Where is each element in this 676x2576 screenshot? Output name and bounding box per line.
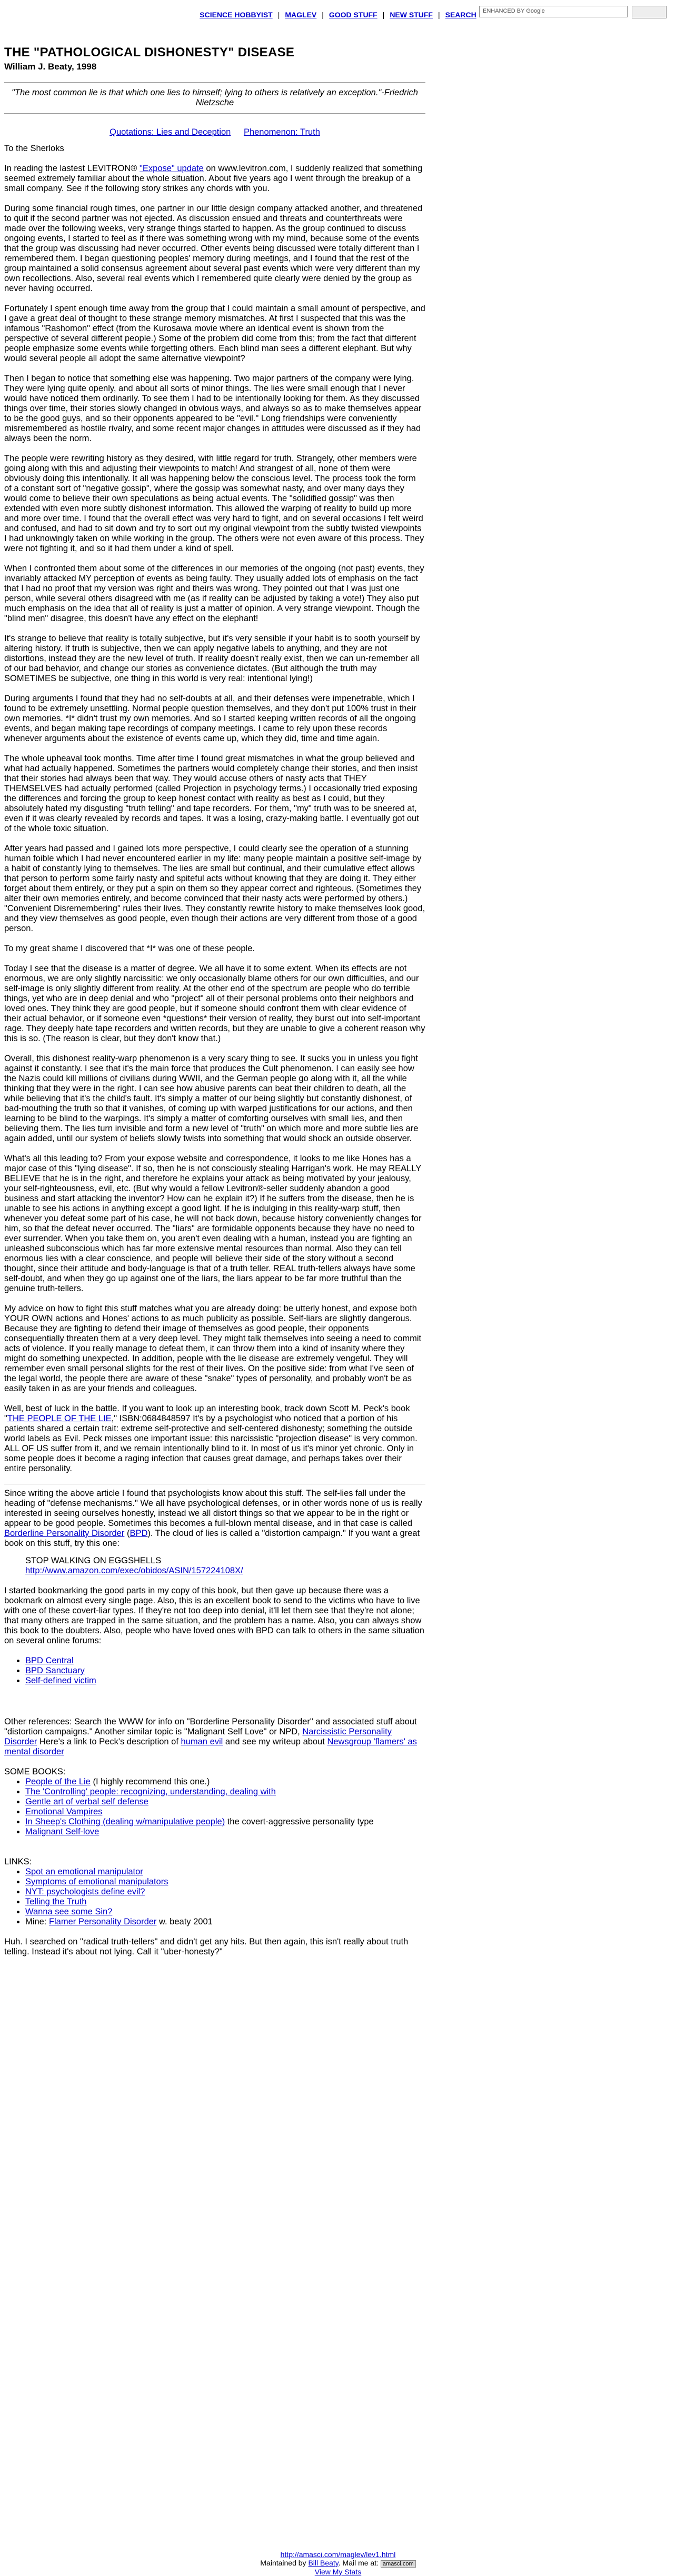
footer xyxy=(0,2550,676,2576)
book-reference xyxy=(25,1556,425,1576)
paragraph: During arguments I found that they had no self-doubts at all, and their defenses were impenetrable, which I found to be extremely unsettling. Normal people question themselves, and they don't put 100% trust in their own memories. *I* didn't trust my own memories. And so I started keeping written records of all the ongoing events, and began making tape recordings of company meetings. I came to rely upon these records whenever arguments about the existence of events came up, which they did, time and time again. xyxy=(4,694,416,743)
newsgroup-flamers-link[interactable]: Newsgroup 'flamers' as mental disorder xyxy=(4,1737,417,1756)
resource-link[interactable]: Wanna see some Sin? xyxy=(25,1907,113,1916)
paragraph: After years had passed and I gained lots more perspective, I could clearly see the operation of a stunning human foible which I had never encountered earlier in my life: many people maintain a positive self-image by a habit of constantly lying to themselves. The lies are small but continual, and their cumulative effect allows that person to perform some fairly nasty and spiteful acts without knowing that they are doing it. They either forget about them entirely, or they put a spin on them so they appear correct and righteous. (Sometimes they alter their own memories entirely, and become convinced that their nasty acts were performed by others.) "Convenient Disremembering" rules their lives. They constantly rewrite history to make themselves look good, and they view themselves as good people, even though their actions are very different from those of a good person. xyxy=(4,844,425,933)
list-item xyxy=(25,1777,425,1787)
book-note: the covert-aggressive personality type xyxy=(225,1817,374,1826)
book-link[interactable]: Emotional Vampires xyxy=(25,1807,103,1816)
book-title: STOP WALKING ON EGGSHELLS xyxy=(25,1556,162,1565)
search-button[interactable] xyxy=(632,6,667,18)
author-link[interactable]: Bill Beaty xyxy=(308,2559,339,2567)
epigraph xyxy=(4,88,425,108)
spacer xyxy=(4,1847,425,1857)
resource-link[interactable]: Telling the Truth xyxy=(25,1897,87,1906)
epigraph-text: "The most common lie is that which one lies to himself; lying to others is relatively an exception." xyxy=(12,88,382,97)
nav-separator: | xyxy=(277,11,280,19)
people-of-the-lie-link[interactable]: THE PEOPLE OF THE LIE xyxy=(7,1414,112,1423)
expose-update-link[interactable]: "Expose" update xyxy=(140,164,204,173)
spacer xyxy=(4,1696,425,1717)
bpd-central-link[interactable]: BPD Central xyxy=(25,1656,74,1665)
quote-links xyxy=(4,127,425,137)
paragraph: To my great shame I discovered that *I* was one of these people. xyxy=(4,944,255,953)
paragraph: The people were rewriting history as they desired, with little regard for truth. Strangely, other members were going along with this and adjusting their viewpoints to match! And strangest of all, none of them were obviously doing this intentionally. It all was happening below the conscious level. The process took the form of a constant sort of "negative gossip", where the gossip was somewhat nasty, and over many days they would come to believe their own speculations as being actual events. The "solidified gossip" was then extended with even more subtly dishonest information. This allowed the warping of reality to build up more and more over time. I found that the overall effect was very hard to fight, and on several occasions I felt weird and confused, and had to sit down and try to sort out my original viewpoint from the subtly twisted viewpoints I had unknowingly taken on while working in the group. The others were not even aware of this process. They were not fighting it, and so it had them under a kind of spell. xyxy=(4,454,424,553)
list-item xyxy=(25,1787,425,1797)
book-link[interactable]: The 'Controlling' people: recognizing, understanding, dealing with xyxy=(25,1787,276,1796)
paragraph-text: Since writing the above article I found that psychologists know about this stuff. The self-lies fall under the heading of "defense mechanisms." We all have psychological defenses, or in other words none of us is really interested in seeing ourselves honestly, instead we all distort things so that we appear to be in the right or appear to be good people. Sometimes this becomes a full-blown mental disease, and in that case is called xyxy=(4,1489,422,1528)
links-list xyxy=(4,1867,425,1927)
paragraph: Overall, this dishonest reality-warp phenomenon is a very scary thing to see. It sucks you in unless you fight against it constantly. I see that it's the main force that produces the Cult phenomenon. I can easily see how the Nazis could kill millions of civilians during WWII, and the German people go along with it, all the while thinking that they were in the right. I can see how abusive parents can beat their children to death, all the while believing that it's the child's fault. It's simply a matter of our being slightly but constantly dishonest, of bad-mouthing the truth so that it vanishes, of coming up with warped justifications for our actions, and then learning to be blind to the warpings. It's simply a matter of comforting ourselves with small lies, and then believing them. The lies turn invisible and form a new level of "truth" on which more and more subtle lies are again added, until our system of beliefs slowly twists into something that would shock an outside observer. xyxy=(4,1054,419,1143)
paragraph-text: Other references: Search the WWW for info on "Borderline Personality Disorder" and associated stuff about "distortion campaigns." Another similar topic is "Malignant Self Love" or NPD, xyxy=(4,1717,417,1736)
list-item xyxy=(25,1897,425,1907)
paragraph: When I confronted them about some of the differences in our memories of the ongoing (not past) events, they invariably attacked MY perception of events as being faulty. They usually added lots of emphasis on the fact that I had no proof that my version was right and theirs was wrong. They pointed out that I was just one person, while several others disagreed with me (as if reality can be adjusted by taking a vote!) They also put much emphasis on the idea that all of reality is just a matter of opinion. A very strange viewpoint. Though the "blind men" disagree, this doesn't have any effect on the elephant! xyxy=(4,564,424,623)
other-references xyxy=(4,1717,425,1757)
stats-link[interactable]: View My Stats xyxy=(314,2568,362,2576)
books-heading: SOME BOOKS: xyxy=(4,1767,66,1776)
nav-separator: | xyxy=(382,11,385,19)
divider xyxy=(4,82,425,83)
bookmark-paragraph: I started bookmarking the good parts in my copy of this book, but then gave up because there was a bookmark on almost every single page. Also, this is an excellent book to send to the victims who have to live with one of these covert-liar types. If they're not too deep into denial, it'll let them see that they're not alone; that many others are trapped in the same situation, and the problem has a name. Also, you can always show this book to the doubters. Also, people who have loved ones with BPD can talk to others in the same situation on several online forums: xyxy=(4,1586,424,1645)
resource-link[interactable]: Spot an emotional manipulator xyxy=(25,1867,143,1876)
page-url-link[interactable]: http://amasci.com/maglev/lev1.html xyxy=(280,2550,396,2559)
list-item xyxy=(25,1877,425,1887)
footer-text: Maintained by xyxy=(260,2559,309,2567)
list-item xyxy=(25,1827,425,1837)
link-prefix: Mine: xyxy=(25,1917,49,1926)
book-note: (I highly recommend this one.) xyxy=(90,1777,210,1786)
resource-link[interactable]: Symptoms of emotional manipulators xyxy=(25,1877,168,1886)
paragraph-text: ," ISBN:0684848597 It's by a psychologist who noticed that a portion of his patients shared a certain trait: extreme self-protective and self-centered dishonesty; something the outside world labels as Evil. Peck misses one important issue: this narcissistic "projection disease" is very common. ALL OF US suffer from it, and we remain intentionally blind to it. In most of us it's minor yet chronic. Only in some people does it become a raging infection that causes great damage, and perhaps takes over their entire personality. xyxy=(4,1414,417,1473)
paragraph xyxy=(4,1404,425,1474)
epigraph-attribution: -Friedrich Nietzsche xyxy=(195,88,418,107)
phenomenon-link[interactable]: Phenomenon: Truth xyxy=(243,127,320,137)
psychology-paragraph xyxy=(4,1489,425,1549)
paragraph xyxy=(4,164,425,194)
human-evil-link[interactable]: human evil xyxy=(181,1737,223,1746)
book-link[interactable]: In Sheep's Clothing (dealing w/manipulative people) xyxy=(25,1817,225,1826)
paragraph: Today I see that the disease is a matter of degree. We all have it to some extent. When its effects are not enormous, we are only slightly narcissitic: we only occasionally blame others for our own difficulties, and our self-image is only slightly different from reality. At the other end of the spectrum are people who do terrible things, yet who are in deep denial and who "project" all of their personal problems onto their neighbors and loved ones. They think they are good people, but if someone should confront them with clear evidence of their actual behavior, or if someone even *questions* their version of reality, they burst out into self-important rage. They deeply hate tape recorders and written records, but they are unable to give a coherent reason why this is so. (The reason is clear, but they don't know that.) xyxy=(4,964,425,1043)
paragraph: Fortunately I spent enough time away from the group that I could maintain a small amount of perspective, and I gave a great deal of thought to these strange memory mismatches. At first I suspected that this was the infamous "Rashomon" effect (from the Kurosawa movie where an identical event is shown from the perspective of several different people.) Some of the problem did come from this; from the fact that different people emphasize some events while forgetting others. Each blind man sees a different elephant. But why would several people all adopt the same alternative viewpoint? xyxy=(4,304,425,363)
bpd-link[interactable]: Borderline Personality Disorder xyxy=(4,1529,125,1538)
nav-new-stuff[interactable]: NEW STUFF xyxy=(390,11,433,19)
resource-link[interactable]: NYT: psychologists define evil? xyxy=(25,1887,145,1896)
email-image: amasci.com xyxy=(381,2560,416,2568)
books-list xyxy=(4,1777,425,1837)
book-link[interactable]: People of the Lie xyxy=(25,1777,91,1786)
link-note: w. beaty 2001 xyxy=(156,1917,213,1926)
paragraph-text: Well, best of luck in the battle. If you want to look up an interesting book, track down Scott M. Peck's book " xyxy=(4,1404,410,1423)
list-item xyxy=(25,1887,425,1897)
byline: William J. Beaty, 1998 xyxy=(4,62,97,72)
quotations-link[interactable]: Quotations: Lies and Deception xyxy=(110,127,231,137)
forum-list xyxy=(4,1656,425,1686)
list-item xyxy=(25,1907,425,1917)
page-title: THE "PATHOLOGICAL DISHONESTY" DISEASE xyxy=(4,45,295,59)
paragraph-text: In reading the lastest LEVITRON® xyxy=(4,164,140,173)
paragraph-text: on www.levitron.com, I suddenly realized that something seemed extremely familiar about the whole situation. About five years ago I went through the breakup of a small company. See if the following story strikes any chords with you. xyxy=(4,164,423,193)
nav-separator: | xyxy=(438,11,440,19)
paragraph: What's all this leading to? From your expose website and correspondence, it looks to me like Hones has a major case of this "lying disease". If so, then he is not consciously stealing Harrigan's work. He may REALLY BELIEVE that he is in the right, and therefore he explains your attack as being motivated by your jealousy, your self-righteousness, evil, etc. (But why would a fellow Levitron®-seller suddenly abandon a good business and start attacking the inventor? How can he explain it?) If he suffers from the disease, then he is unable to see his actions in anything except a good light. If he is indulging in this reality-warp stuff, then whenever you defeat some part of his case, he will not back down, because history conveniently changes for him, so that the defeat never occurred. The "liars" are formidable opponents because they have no need to ever surrender. When you take them on, you aren't even dealing with a human, instead you are fighting an unleashed subconscious which has far more extensive mental resources than normal. Also they can tell enormous lies with a clear conscience, and people will believe their side of the story without a second thought, since their attitude and body-language is that of a truth teller. REAL truth-tellers always have some self-doubt, and when they go up against one of the liars, the liars appear to be far more truthful than the genuine truth-tellers. xyxy=(4,1154,422,1293)
closing-paragraph: Huh. I searched on "radical truth-tellers" and didn't get any hits. But then again, this isn't really about truth telling. Instead it's about not lying. Call it "uber-honesty?" xyxy=(4,1937,409,1956)
salutation: To the Sherloks xyxy=(4,144,64,153)
nav-good-stuff[interactable]: GOOD STUFF xyxy=(329,11,377,19)
list-item xyxy=(25,1666,425,1676)
paragraph: During some financial rough times, one partner in our little design company attacked another, and threatened to quit if the second partner was not ejected. As discussion ensued and threats and counterthreats were made over the following weeks, very strange things started to happen. As the group continued to discuss ongoing events, I started to feel as if there was something wrong with my mind, because some of the events that the group was discussing had never occurred. Other events being discussed were totally different than I remembered them. I began questioning peoples' memory during meetings, and I found that the rest of the group maintained a solid consensus agreement about several past events which were very different than my own recollections. Also, several real events which I remembered quite clearly were denied by the group as never having occurred. xyxy=(4,204,423,293)
list-item xyxy=(25,1656,425,1666)
book-link[interactable]: Gentle art of verbal self defense xyxy=(25,1797,148,1806)
bpd-abbr-link[interactable]: BPD xyxy=(130,1529,148,1538)
list-item xyxy=(25,1676,425,1686)
links-heading: LINKS: xyxy=(4,1857,32,1866)
footer-text: . Mail me at: xyxy=(338,2559,381,2567)
nav-science-hobbyist[interactable]: SCIENCE HOBBYIST xyxy=(200,11,273,19)
resource-link[interactable]: Flamer Personality Disorder xyxy=(48,1917,157,1926)
paragraph-text: Here's a link to Peck's description of xyxy=(37,1737,181,1746)
search-input[interactable]: ENHANCED BY Google xyxy=(479,6,628,17)
nav-maglev[interactable]: MAGLEV xyxy=(285,11,317,19)
nav-search[interactable]: SEARCH xyxy=(445,11,476,19)
self-defined-victim-link[interactable]: Self-defined victim xyxy=(25,1676,96,1685)
paragraph-text: ( xyxy=(124,1529,130,1538)
list-item xyxy=(25,1807,425,1817)
list-item xyxy=(25,1817,425,1827)
list-item xyxy=(25,1867,425,1877)
paragraph-text: ). The cloud of lies is called a "distortion campaign." If you want a great book on this stuff, try this one: xyxy=(4,1529,420,1548)
search-form xyxy=(479,6,667,18)
book-url-link[interactable]: http://www.amazon.com/exec/obidos/ASIN/157224108X/ xyxy=(25,1566,243,1575)
paragraph: The whole upheaval took months. Time after time I found great mismatches in what the group believed and what had actually happened. Sometimes the partners would completely change their stories, and then insist that their stories had always been that way. They would accuse others of nasty acts that THEY THEMSELVES had actually performed (called Projection in psychology terms.) I occasionally tried exposing the differences and forcing the group to keep honest contact with reality as best as I could, but they absolutely hated my disgusting "truth telling" and tape recorders. For them, "my" truth was to be sneered at, even if it was clearly revealed by records and tapes. It was a losing, crazy-making battle. I eventually got out of the whole toxic situation. xyxy=(4,754,419,833)
npd-link[interactable]: Narcissistic Personality Disorder xyxy=(4,1727,392,1746)
article xyxy=(4,41,425,1967)
paragraph: My advice on how to fight this stuff matches what you are already doing: be utterly honest, and expose both YOUR OWN actions and Hones' actions to as much publicity as possible. Self-liars are slightly dangerous. Because they are fighting to defend their image of themselves as good people, their opponents consequentially threaten them at a very deep level. They might talk themselves into seeing a need to commit acts of violence. If you really manage to defeat them, it can throw them into a kind of insanity where they might do something unexpected. In addition, people with the lie disease are extremely vengeful. They will remember even small personal slights for the rest of their lives. On the positive side: from what I've seen of the legal world, the people there are aware of these "snake" types of personality, and probably won't be as easily taken in as are your friends and colleagues. xyxy=(4,1304,422,1393)
divider xyxy=(4,113,425,114)
list-item xyxy=(25,1797,425,1807)
book-link[interactable]: Malignant Self-love xyxy=(25,1827,100,1836)
bpd-sanctuary-link[interactable]: BPD Sanctuary xyxy=(25,1666,85,1675)
paragraph: It's strange to believe that reality is totally subjective, but it's very sensible if your habit is to sooth yourself by altering history. If truth is subjective, then we can apply negative labels to anything, and they are not distortions, instead they are the new level of truth. If reality doesn't really exist, then we can un-remember all of our bad behavior, and change our stories as convenience dictates. (But although the truth may SOMETIMES be subjective, one thing in this world is very real: intentional lying!) xyxy=(4,634,420,683)
nav-separator: | xyxy=(322,11,324,19)
paragraph: Then I began to notice that something else was happening. Two major partners of the company were lying. They were lying quite openly, and about all sorts of minor things. The lies were small enough that I never would have noticed them ordinarily. To see them I had to be intentionally looking for them. As they discussed things over time, their stories slowly changed in obvious ways, and always so as to make themselves appear to be the good guys, and so their opponents appeared to be "evil." Long friendships were conveniently misremembered as hostile rivalry, and some recent major changes in attitudes were discussed as if they had always been the norm. xyxy=(4,374,422,443)
paragraph-text: and see my writeup about xyxy=(223,1737,327,1746)
list-item xyxy=(25,1917,425,1927)
